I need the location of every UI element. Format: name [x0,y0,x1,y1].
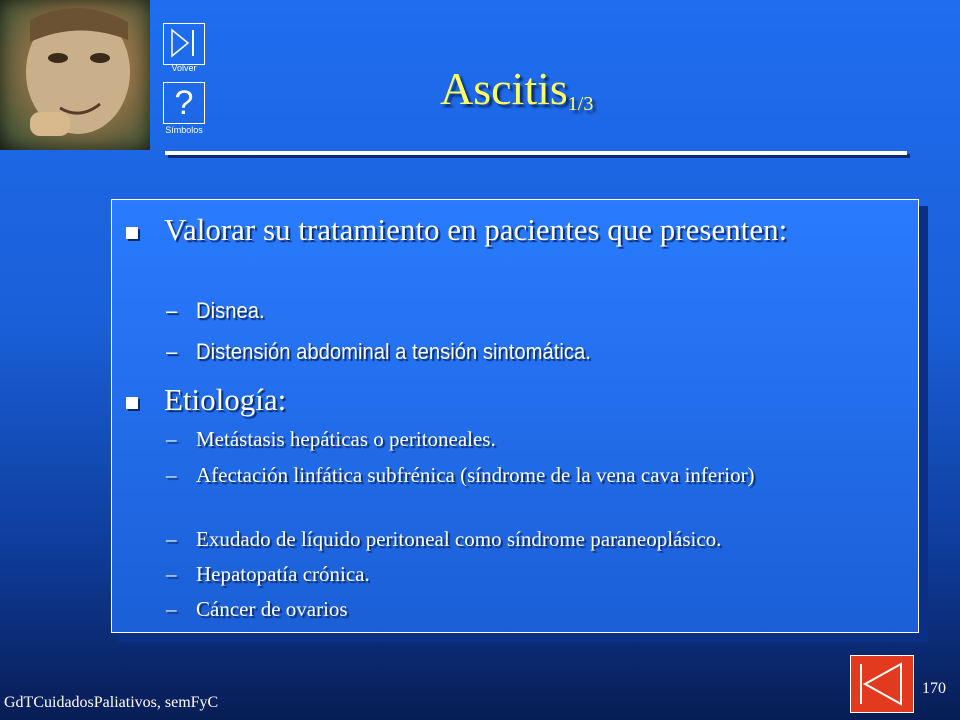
triangle-left-icon [851,656,913,712]
sub-item [166,464,906,487]
content-box [111,199,919,633]
sub-item [166,297,906,325]
bullet-text: Etiología: [164,382,287,417]
dash-marker: – [166,298,178,323]
page-number: 170 [922,680,946,697]
sub-item-text: Exudado de líquido peritoneal como síndrome paraneoplásico. [196,527,722,551]
title-divider [165,151,907,155]
dash-marker: – [166,597,177,621]
sub-item-text: Hepatopatía crónica. [196,562,370,586]
dash-marker: – [166,562,177,586]
bullet-item [126,382,908,418]
bullet-item [126,212,908,248]
dash-marker: – [166,339,178,364]
sub-item [166,563,906,586]
question-mark-icon: ? [174,84,194,122]
title-main: Ascitis [440,63,568,114]
sub-item-text: Disnea. [196,298,265,323]
portrait-illustration [0,0,150,150]
sub-item [166,598,906,621]
dash-marker: – [166,427,177,451]
sub-item-text: Cáncer de ovarios [196,597,348,621]
dash-marker: – [166,527,177,551]
sub-item [166,428,906,451]
volver-button[interactable] [163,23,205,65]
sub-item-text: Afectación linfática subfrénica (síndrome de la vena cava inferior) [196,463,755,487]
sub-item [166,528,906,551]
dash-marker: – [166,463,177,487]
title-suffix: 1/3 [567,93,594,115]
play-forward-icon [164,24,203,63]
square-bullet-icon [126,397,138,409]
sub-item-text: Metástasis hepáticas o peritoneales. [196,427,496,451]
sub-item [166,338,906,366]
footer-credit: GdTCuidadosPaliativos, semFyC [4,694,219,711]
sub-item-text: Distensión abdominal a tensión sintomática. [196,339,591,364]
page-title [440,62,593,116]
square-bullet-icon [126,227,138,239]
simbolos-label: Símbolos [165,125,203,135]
bullet-text: Valorar su tratamiento en pacientes que presenten: [164,212,788,247]
face-drawing [0,0,150,150]
back-button[interactable] [850,655,914,713]
volver-label: Volver [171,63,197,73]
simbolos-button[interactable] [163,82,205,124]
